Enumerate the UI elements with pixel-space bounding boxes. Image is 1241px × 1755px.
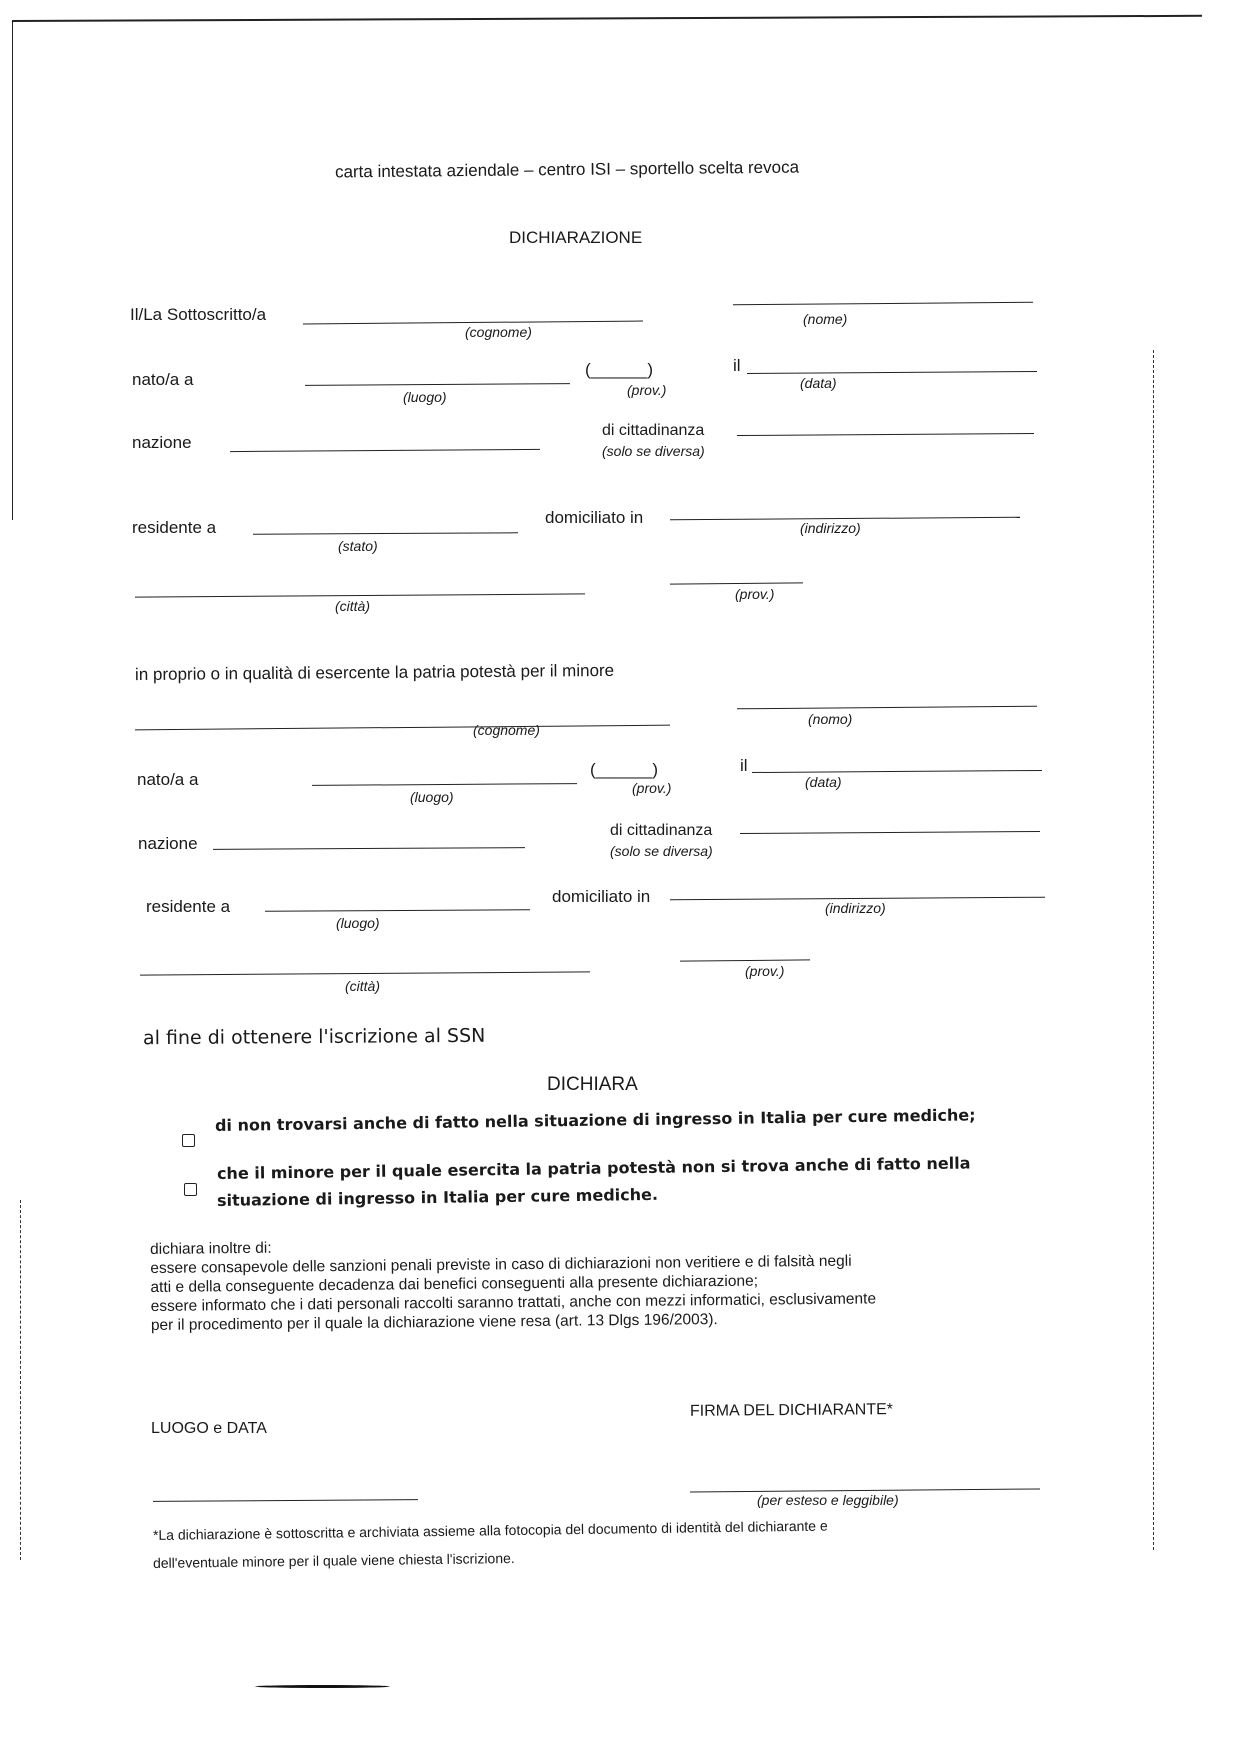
option-2-line2: situazione di ingresso in Italia per cure mediche.: [216, 1184, 659, 1210]
nation-label: nazione: [132, 433, 192, 452]
footnote-line1: *La dichiarazione è sottoscritta e archiviata assieme alla fotocopia del documento di identità del dichiarante e: [152, 1517, 828, 1543]
additional-line: per il procedimento per il quale la dichiarazione viene resa (art. 13 Dlgs 196/2003).: [150, 1311, 718, 1334]
scan-top-border: [12, 15, 1202, 22]
document-title: DICHIARAZIONE: [509, 228, 643, 247]
place-date-field[interactable]: [153, 1499, 418, 1502]
minor-citizenship-field[interactable]: [740, 831, 1040, 834]
birthplace-caption: (luogo): [403, 389, 447, 405]
citizenship-field[interactable]: [737, 433, 1034, 436]
prov2-caption: (prov.): [735, 586, 775, 602]
minor-birthplace-caption: (luogo): [410, 789, 454, 805]
signature-label: FIRMA DEL DICHIARANTE*: [689, 1401, 894, 1420]
minor-surname-field[interactable]: [135, 725, 670, 731]
option-1-text: di non trovarsi anche di fatto nella situazione di ingresso in Italia per cure mediche;: [214, 1105, 976, 1135]
scan-right-edge: [1153, 350, 1154, 1550]
signature-caption: (per esteso e leggibile): [757, 1492, 899, 1508]
address-caption: (indirizzo): [800, 520, 861, 536]
minor-resident-field[interactable]: [265, 909, 530, 911]
additional-line: essere consapevole delle sanzioni penali previste in caso di dichiarazioni non veritiere e di falsità negli: [150, 1252, 852, 1277]
additional-line: essere informato che i dati personali raccolti saranno trattati, anche con mezzi informatici, esclusivamente: [150, 1290, 877, 1315]
minor-nation-field[interactable]: [213, 847, 525, 850]
checkbox-option-1[interactable]: [182, 1134, 195, 1147]
nation-field[interactable]: [230, 449, 540, 452]
citizenship-label: di cittadinanza: [602, 422, 705, 439]
additional-line: dichiara inoltre di:: [150, 1239, 272, 1258]
prov-field[interactable]: (______): [585, 360, 654, 379]
option-2-line1: che il minore per il quale esercita la patria potestà non si trova anche di fatto nella: [216, 1153, 971, 1183]
birthplace-field[interactable]: [305, 383, 570, 386]
minor-birthdate-caption: (data): [805, 774, 842, 790]
minor-birthdate-field[interactable]: [752, 770, 1042, 773]
intro-label: Il/La Sottoscritto/a: [130, 305, 267, 324]
resident-state-caption: (stato): [338, 538, 378, 554]
minor-prov2-field[interactable]: [680, 959, 810, 961]
additional-line: atti e della conseguente decadenza dai benefici conseguenti alla presente dichiarazione;: [150, 1272, 759, 1296]
scan-left-border: [12, 20, 13, 520]
surname-caption: (cognome): [465, 324, 532, 340]
footnote-line2: dell'eventuale minore per il quale viene chiesta l'iscrizione.: [152, 1549, 515, 1571]
minor-prov-caption: (prov.): [632, 780, 672, 796]
resident-label: residente a: [132, 518, 217, 537]
city-field[interactable]: [135, 593, 585, 597]
minor-birthplace-field[interactable]: [312, 783, 577, 786]
on-label: il: [733, 356, 741, 375]
minor-citizenship-caption: (solo se diversa): [610, 843, 713, 859]
minor-surname-caption: (cognome): [473, 722, 540, 738]
minor-city-caption: (città): [345, 978, 380, 994]
letterhead-text: carta intestata aziendale – centro ISI – sportello scelta revoca: [334, 157, 800, 182]
minor-on-label: il: [740, 756, 748, 775]
minor-resident-label: residente a: [146, 897, 231, 916]
minor-name-caption: (nomo): [808, 711, 853, 727]
name-field[interactable]: [733, 302, 1033, 306]
city-caption: (città): [335, 598, 370, 614]
additional-statements: [150, 1232, 876, 1335]
minor-city-field[interactable]: [140, 971, 590, 975]
scan-bottom-mark: [255, 1685, 390, 1688]
name-caption: (nome): [803, 311, 848, 327]
place-date-label: LUOGO e DATA: [151, 1420, 267, 1437]
minor-nation-label: nazione: [138, 834, 198, 853]
minor-prov2-caption: (prov.): [745, 963, 785, 979]
checkbox-option-2[interactable]: [184, 1183, 197, 1196]
purpose-text: al fine di ottenere l'iscrizione al SSN: [142, 1024, 486, 1050]
birthdate-field[interactable]: [747, 371, 1037, 374]
minor-address-caption: (indirizzo): [825, 900, 886, 916]
declares-title: DICHIARA: [547, 1074, 638, 1095]
minor-citizenship-label: di cittadinanza: [610, 822, 713, 839]
minor-prov-field[interactable]: (______): [590, 760, 659, 779]
minor-born-label: nato/a a: [137, 770, 199, 789]
minor-intro: in proprio o in qualità di esercente la patria potestà per il minore: [134, 660, 615, 685]
prov2-field[interactable]: [670, 582, 803, 584]
minor-resident-caption: (luogo): [336, 915, 380, 931]
resident-state-field[interactable]: [253, 532, 518, 534]
scan-left-edge-lower: [20, 1200, 21, 1560]
minor-name-field[interactable]: [737, 706, 1037, 710]
minor-domicile-label: domiciliato in: [552, 887, 651, 906]
born-label: nato/a a: [132, 370, 194, 389]
birthdate-caption: (data): [800, 375, 837, 391]
prov-caption: (prov.): [627, 382, 667, 398]
citizenship-caption: (solo se diversa): [602, 443, 705, 459]
domicile-label: domiciliato in: [545, 508, 644, 527]
